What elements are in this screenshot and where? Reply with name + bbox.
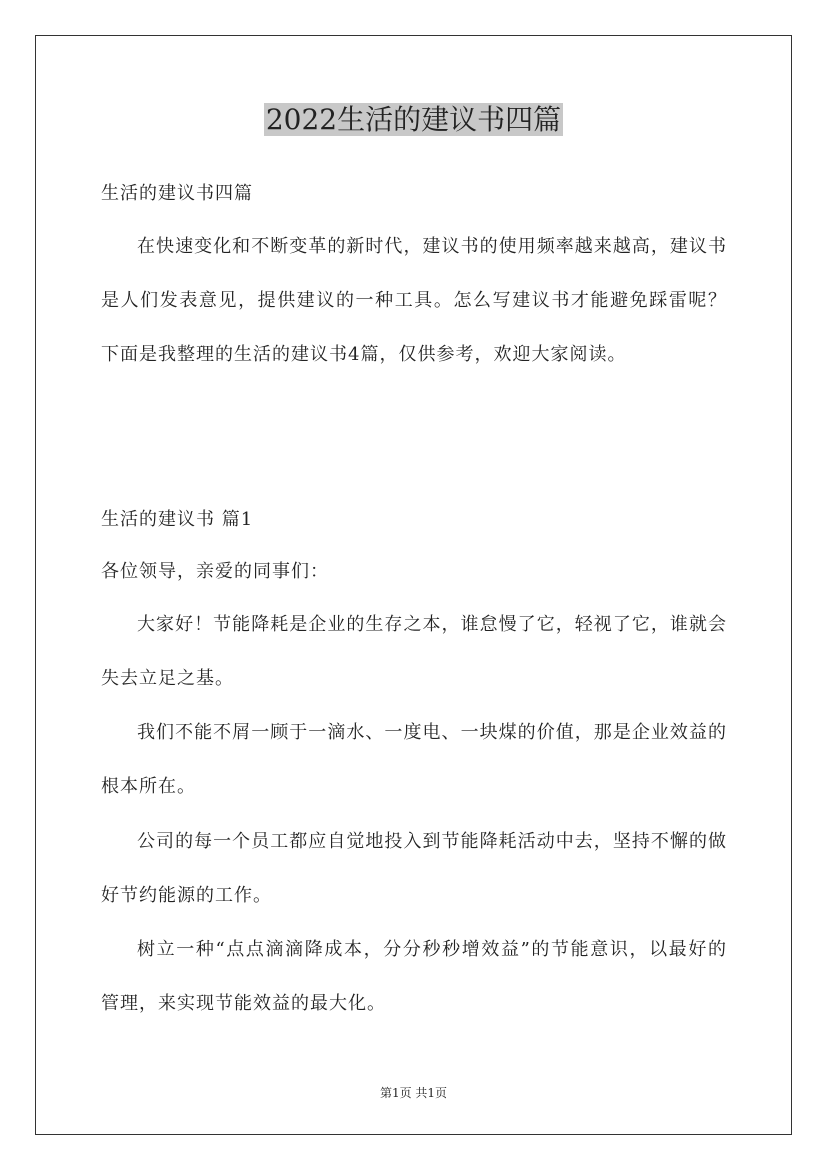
salutation: 各位领导，亲爱的同事们： [101, 561, 329, 582]
body-paragraph-2: 我们不能不屑一顾于一滴水、一度电、一块煤的价值，那是企业效益的根本所在。 [101, 722, 727, 797]
document-title [0, 100, 827, 140]
body-paragraph-4: 树立一种“点点滴滴降成本，分分秒秒增效益”的节能意识，以最好的管理，来实现节能效益的最大化。 [101, 939, 727, 1014]
body-paragraph-1: 大家好！节能降耗是企业的生存之本，谁怠慢了它，轻视了它，谁就会失去立足之基。 [101, 614, 727, 689]
page-footer [0, 1084, 827, 1101]
section-heading: 生活的建议书 篇1 [101, 509, 254, 530]
page-number: 第1页 共1页 [379, 1086, 448, 1100]
intro-paragraph: 在快速变化和不断变革的新时代，建议书的使用频率越来越高，建议书是人们发表意见，提供建议的一种工具。怎么写建议书才能避免踩雷呢？下面是我整理的生活的建议书4篇，仅供参考，欢迎大家阅读。 [101, 236, 727, 365]
document-title-text: 2022生活的建议书四篇 [265, 103, 562, 136]
document-subtitle: 生活的建议书四篇 [101, 183, 253, 204]
body-paragraph-3: 公司的每一个员工都应自觉地投入到节能降耗活动中去，坚持不懈的做好节约能源的工作。 [101, 831, 727, 906]
